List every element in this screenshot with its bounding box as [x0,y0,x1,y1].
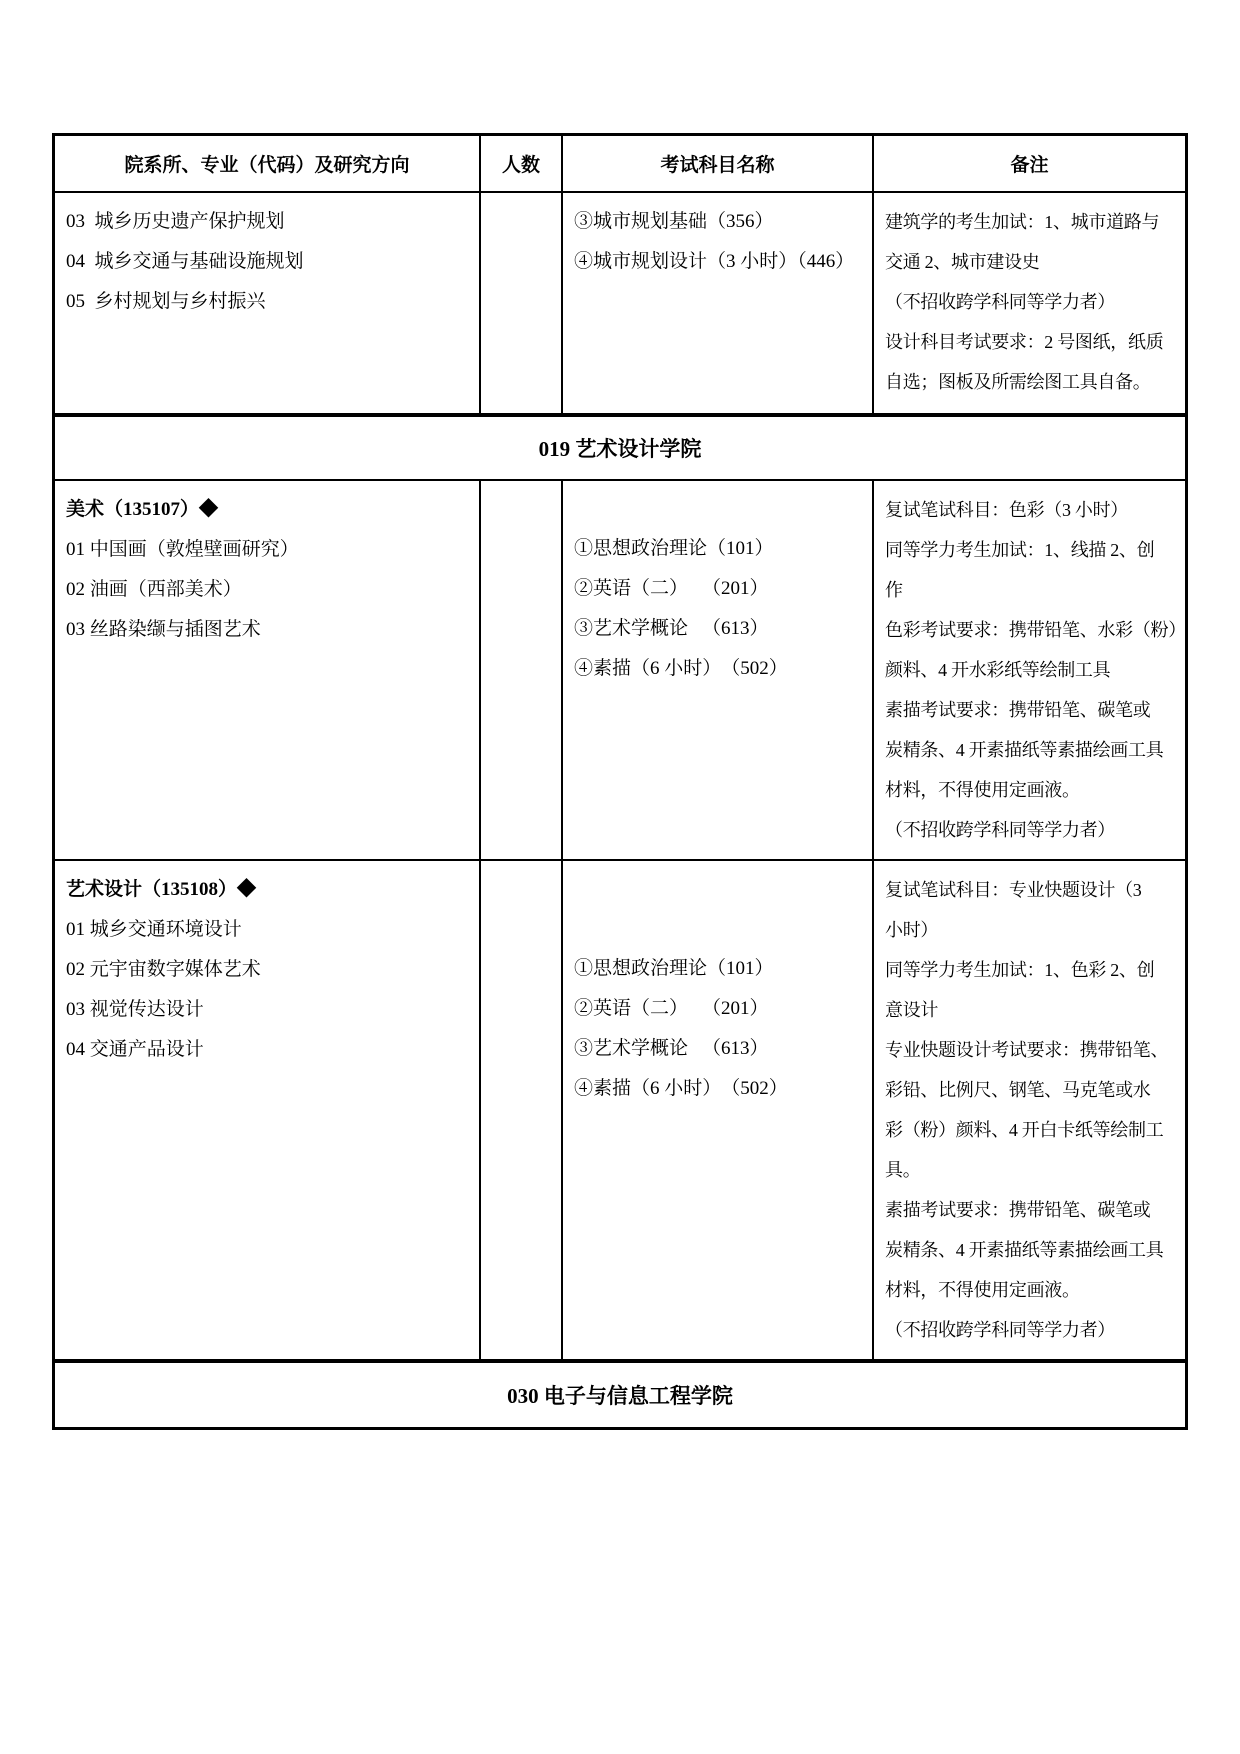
subject-code: （613） [702,618,769,639]
remark-line: （不招收跨学科同等学力者） [885,292,1116,312]
directions-cell [55,193,481,413]
remark-line: 复试笔试科目：色彩（3 小时） [885,500,1128,520]
subject-name: ④素描（6 小时） [574,1078,722,1099]
section-title: 019 艺术设计学院 [538,437,702,461]
subjects-cell [563,861,874,1359]
subject-line [574,202,861,242]
count-cell [481,481,563,859]
subject-line [574,649,861,689]
remark-line: 小时） [885,920,939,940]
direction-line: 03 城乡历史遗产保护规划 [66,211,285,232]
count-cell [481,861,563,1359]
remark-line: 材料，不得使用定画液。 [885,1280,1080,1300]
remarks-cell [874,193,1185,413]
remark-line: 炭精条、4 开素描纸等素描绘画工具 [885,1240,1164,1260]
direction-line: 02 元宇宙数字媒体艺术 [66,959,261,980]
subject-code: （502） [721,658,788,679]
remark-line: 设计科目考试要求：2 号图纸，纸质 [885,332,1164,352]
subject-name: ②英语（二） [574,578,689,599]
subject-line [574,949,861,989]
directions-cell [55,481,481,859]
subject-line [574,989,861,1029]
remark-line: （不招收跨学科同等学力者） [885,1320,1116,1340]
direction-line: 04 交通产品设计 [66,1039,204,1060]
subject-code: （201） [702,998,769,1019]
admissions-table [52,133,1188,1430]
header-directions: 院系所、专业（代码）及研究方向 [55,136,481,191]
subject-name: ④素描（6 小时） [574,658,722,679]
table-header-row [55,136,1185,193]
remark-line: 彩（粉）颜料、4 开白卡纸等绘制工 [885,1120,1164,1140]
subject-code: （101） [707,958,774,979]
count-cell [481,193,563,413]
remark-line: 具。 [885,1160,921,1180]
direction-line: 03 丝路染缬与插图艺术 [66,619,261,640]
header-subjects: 考试科目名称 [563,136,874,191]
remark-line: 色彩考试要求：携带铅笔、水彩（粉） [885,620,1186,640]
remark-line: 同等学力考生加试：1、色彩 2、创 [885,960,1155,980]
subject-line [574,609,861,649]
subject-name: ④城市规划设计（3 小时）（446） [574,251,855,272]
direction-line: 艺术设计（135108）◆ [66,879,257,900]
remark-line: 建筑学的考生加试：1、城市道路与 [885,212,1160,232]
direction-line: 05 乡村规划与乡村振兴 [66,291,266,312]
subject-name: ②英语（二） [574,998,689,1019]
remark-line: 自选；图板及所需绘图工具自备。 [885,372,1151,392]
remark-line: 炭精条、4 开素描纸等素描绘画工具 [885,740,1164,760]
remarks-cell [874,481,1197,859]
remark-line: 交通 2、城市建设史 [885,252,1040,272]
subject-line [574,1029,861,1069]
section-title: 030 电子与信息工程学院 [507,1384,733,1408]
direction-line: 01 城乡交通环境设计 [66,919,242,940]
subject-code: （613） [702,1038,769,1059]
subject-name: ③艺术学概论 [574,1038,689,1059]
subject-code: （502） [721,1078,788,1099]
remark-line: 颜料、4 开水彩纸等绘制工具 [885,660,1111,680]
subject-line [574,529,861,569]
remark-line: 作 [885,580,903,600]
remark-line: 同等学力考生加试：1、线描 2、创 [885,540,1155,560]
remark-line: 意设计 [885,1000,939,1020]
remark-line: 彩铅、比例尺、钢笔、马克笔或水 [885,1080,1151,1100]
table-row [55,193,1185,415]
direction-line: 04 城乡交通与基础设施规划 [66,251,304,272]
remark-line: 素描考试要求：携带铅笔、碳笔或 [885,700,1151,720]
subject-code: （201） [702,578,769,599]
section-row [55,1361,1185,1427]
direction-line: 01 中国画（敦煌壁画研究） [66,539,299,560]
section-row [55,415,1185,481]
remarks-cell [874,861,1185,1359]
subject-name: ①思想政治理论 [574,538,708,559]
header-remarks: 备注 [1010,155,1049,176]
subject-name: ③艺术学概论 [574,618,689,639]
table-row [55,861,1185,1361]
subject-name: ①思想政治理论 [574,958,708,979]
remark-line: 材料，不得使用定画液。 [885,780,1080,800]
remark-line: （不招收跨学科同等学力者） [885,820,1116,840]
subject-line [574,242,861,282]
subject-line [574,569,861,609]
remark-line: 复试笔试科目：专业快题设计（3 [885,880,1142,900]
table-row [55,481,1185,861]
subject-code: （101） [707,538,774,559]
direction-line: 02 油画（西部美术） [66,579,242,600]
header-count: 人数 [481,136,563,191]
subjects-cell [563,193,874,413]
subjects-cell [563,481,874,859]
subject-line [574,1069,861,1109]
direction-line: 03 视觉传达设计 [66,999,204,1020]
table-body [55,193,1185,1427]
remark-line: 素描考试要求：携带铅笔、碳笔或 [885,1200,1151,1220]
direction-line: 美术（135107）◆ [66,499,219,520]
subject-name: ③城市规划基础（356） [574,211,774,232]
directions-cell [55,861,481,1359]
remark-line: 专业快题设计考试要求：携带铅笔、 [885,1040,1169,1060]
